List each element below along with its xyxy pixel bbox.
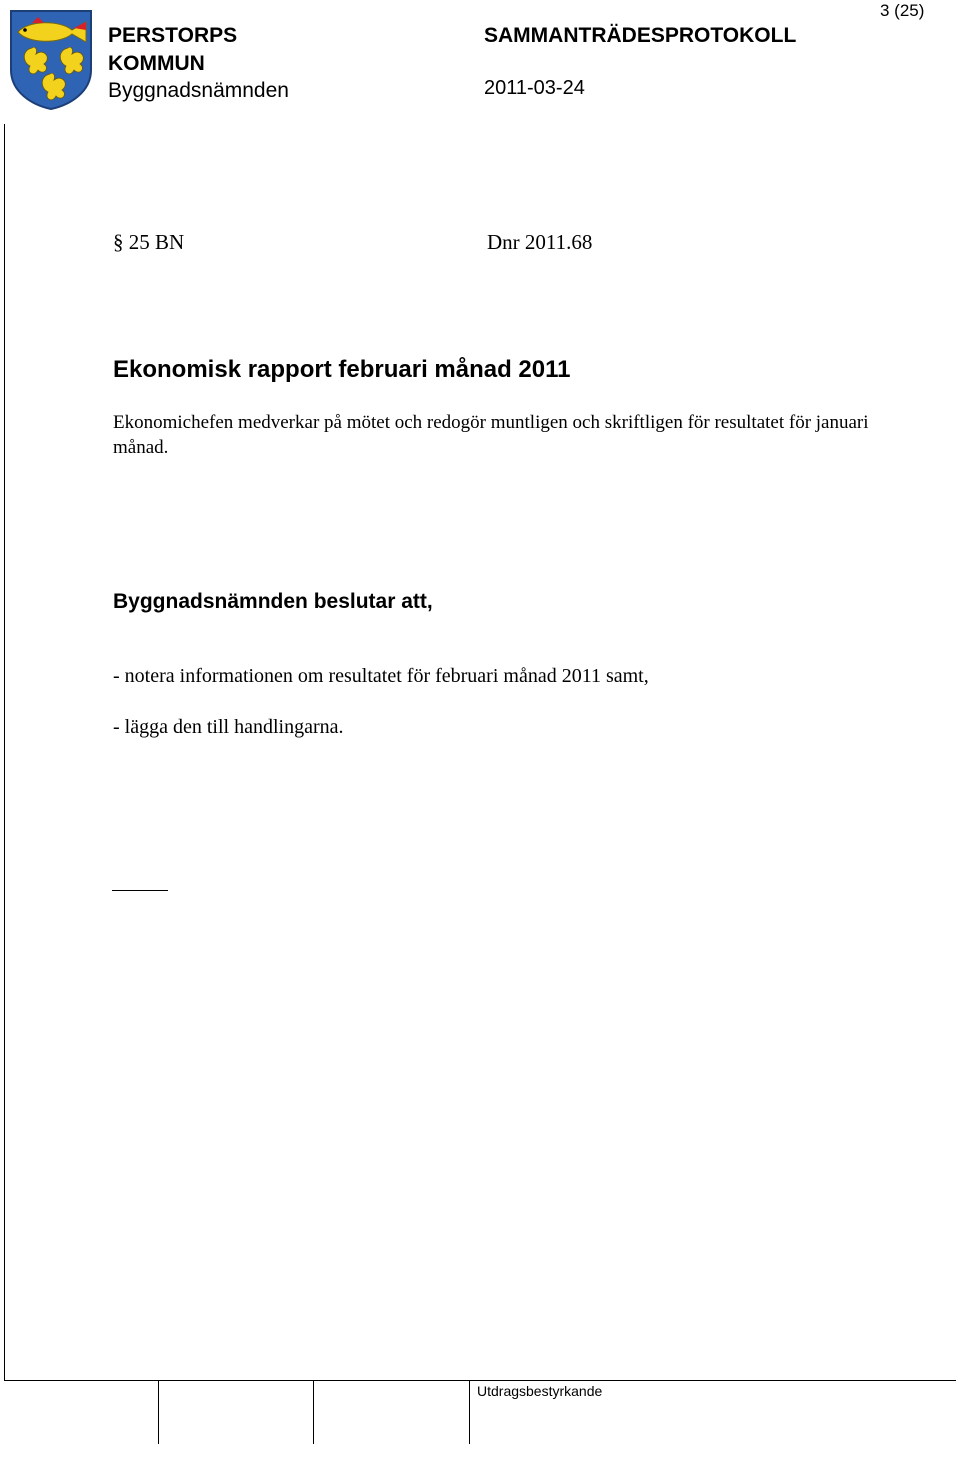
- section-body: Ekonomichefen medverkar på mötet och redogör muntligen och skriftligen för resultatet för januari månad.: [113, 412, 869, 458]
- paragraph-number: § 25 BN: [113, 230, 185, 254]
- footer-rule: [4, 1380, 956, 1381]
- coat-of-arms-icon: [8, 8, 94, 110]
- signature-divider: [469, 1380, 470, 1444]
- page-number: 3 (25): [880, 1, 925, 20]
- organization-name: PERSTORPS: [108, 24, 238, 47]
- section-title: Ekonomisk rapport februari månad 2011: [113, 356, 571, 383]
- organization-type: KOMMUN: [108, 52, 205, 75]
- document-date: 2011-03-24: [484, 77, 585, 99]
- signature-divider: [158, 1380, 159, 1444]
- signature-divider: [313, 1380, 314, 1444]
- board-name: Byggnadsnämnden: [108, 79, 289, 102]
- end-rule: [112, 890, 168, 891]
- decision-heading: Byggnadsnämnden beslutar att,: [113, 590, 433, 613]
- document-type: SAMMANTRÄDESPROTOKOLL: [484, 24, 797, 47]
- extract-certification-label: Utdragsbestyrkande: [477, 1383, 603, 1399]
- margin-rule: [4, 124, 5, 1380]
- registration-number: Dnr 2011.68: [487, 230, 593, 254]
- decision-item: - notera informationen om resultatet för februari månad 2011 samt,: [113, 665, 649, 687]
- decision-item: - lägga den till handlingarna.: [113, 716, 344, 738]
